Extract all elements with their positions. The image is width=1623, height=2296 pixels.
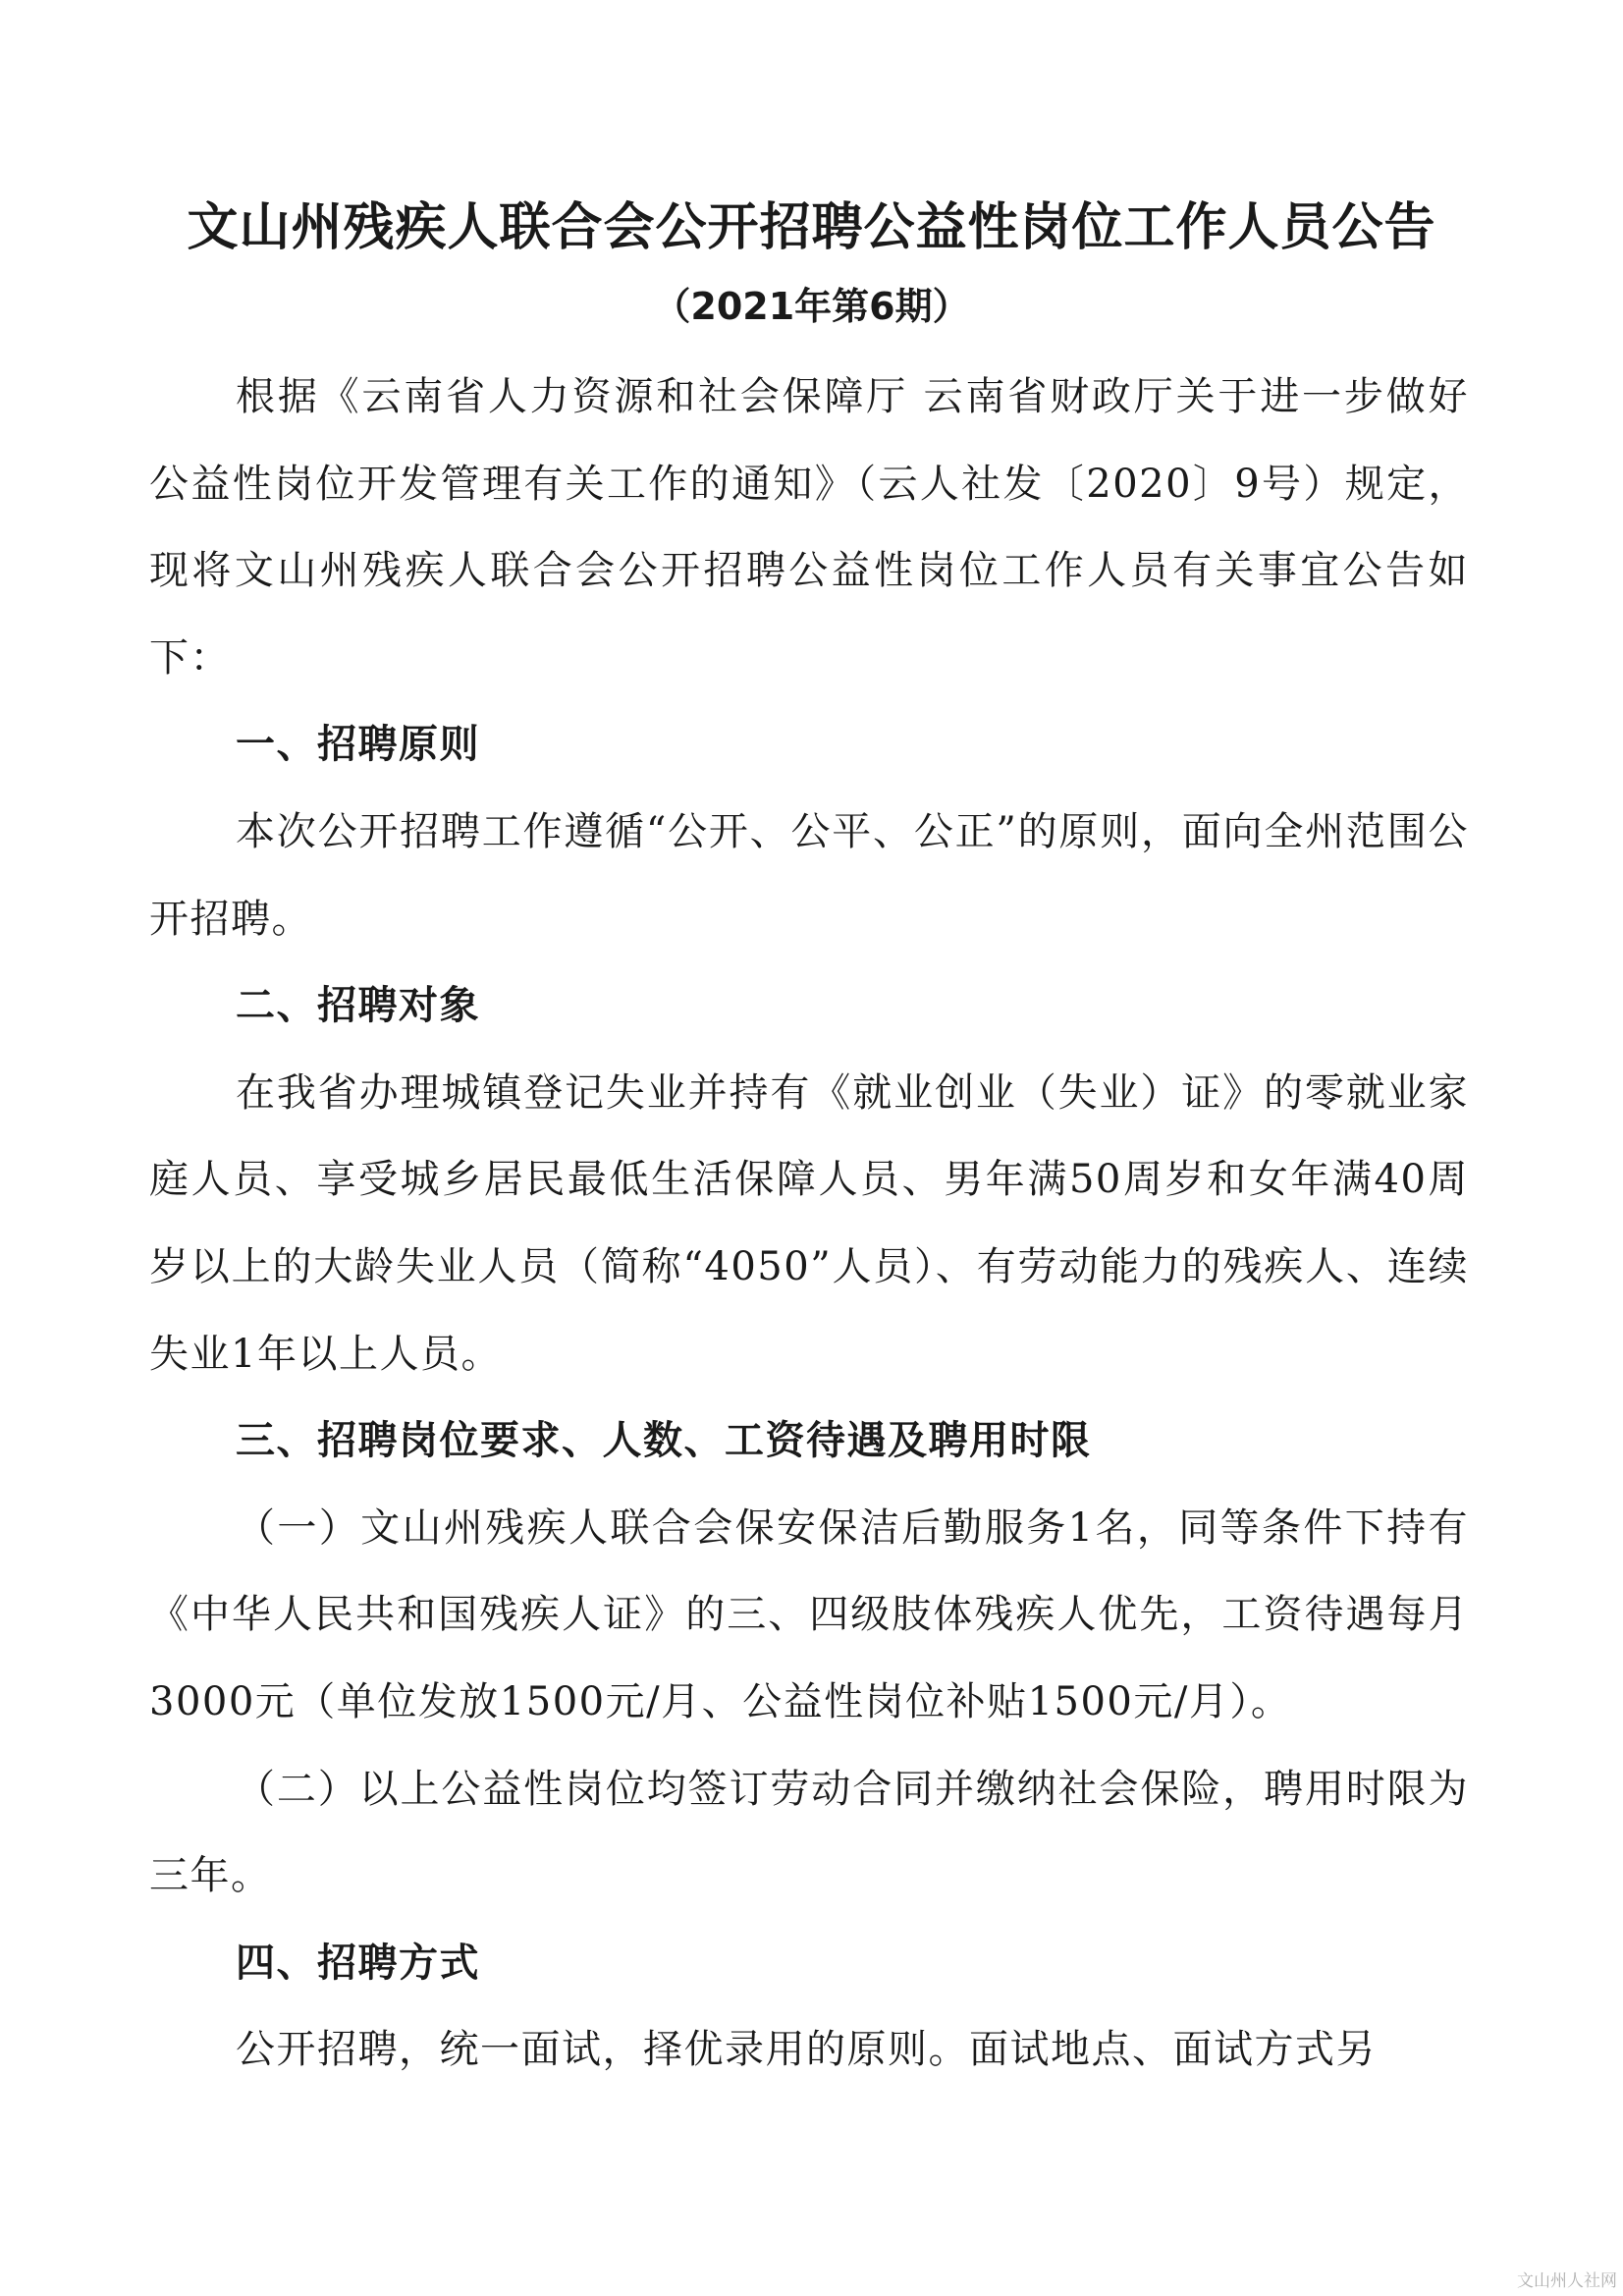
section-paragraph: （一）文山州残疾人联合会保安保洁后勤服务1名，同等条件下持有《中华人民共和国残疾人证》的三、四级肢体残疾人优先，工资待遇每月3000元（单位发放1500元/月、公益性岗位补贴1500元/月）。 [149, 1504, 1469, 1724]
section-paragraph: （二）以上公益性岗位均签订劳动合同并缴纳社会保险，聘用时限为三年。 [149, 1766, 1469, 1899]
source-watermark: 文山州人社网 [1517, 2271, 1617, 2291]
section-paragraph: 公开招聘，统一面试，择优录用的原则。面试地点、面试方式另 [236, 2027, 1377, 2073]
document-body [149, 354, 1469, 2094]
document-subtitle: （2021年第6期） [653, 285, 970, 328]
section-heading-target: 二、招聘对象 [236, 983, 480, 1029]
section-heading-method: 四、招聘方式 [236, 1940, 480, 1986]
intro-paragraph: 根据《云南省人力资源和社会保障厅 云南省财政厅关于进一步做好公益性岗位开发管理有关工作的通知》（云人社发〔2020〕9号）规定，现将文山州残疾人联合会公开招聘公益性岗位工作人员有关事宜公告如下： [149, 374, 1469, 681]
section-paragraph: 本次公开招聘工作遵循“公开、公平、公正”的原则，面向全州范围公开招聘。 [149, 808, 1469, 942]
document-title: 文山州残疾人联合会公开招聘公益性岗位工作人员公告 [187, 198, 1436, 257]
section-heading-principle: 一、招聘原则 [236, 722, 480, 768]
section-paragraph: 在我省办理城镇登记失业并持有《就业创业（失业）证》的零就业家庭人员、享受城乡居民最低生活保障人员、男年满50周岁和女年满40周岁以上的大龄失业人员（简称“4050”人员）、有劳动能力的残疾人、连续失业1年以上人员。 [149, 1069, 1469, 1377]
section-heading-positions: 三、招聘岗位要求、人数、工资待遇及聘用时限 [236, 1418, 1092, 1464]
